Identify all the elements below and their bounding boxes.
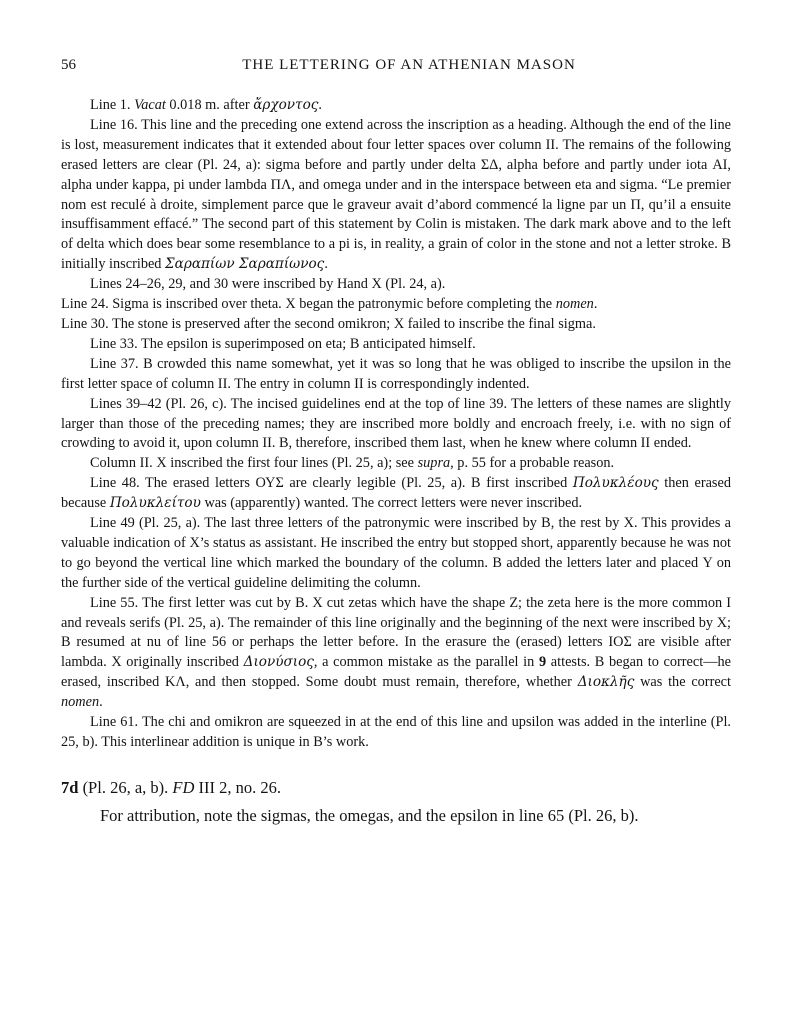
note-text: Column II. X inscribed the first four lines (Pl. 25, a); see [90, 455, 418, 472]
note-text: Line 48. The erased letters ΟΥΣ are clearly legible (Pl. 25, a). B first inscribed [90, 475, 573, 492]
note-text: Line 33. The epsilon is superimposed on eta; B anticipated himself. [90, 335, 476, 352]
note-text: , a common mistake as the parallel in [313, 654, 539, 671]
note-text: was the correct [634, 674, 731, 691]
note-text: . [324, 256, 328, 273]
note-text: attests. B began to correct—he erased, inscribed ΚΛ, and then stopped. Some doubt must remain, therefore, whether [61, 654, 732, 691]
note-paragraph [61, 594, 731, 713]
italic-text: supra [417, 455, 451, 472]
note-text: Lines 39–42 (Pl. 26, c). The incised guidelines end at the top of line 39. The letters of these names are slightly larger than those of the preceding names; they are inscribed more boldly and encroach freely, i.e. with no sign of crowding to avoid it, upon column II. B, therefore, inscribed them last, when he knew where column II ended. [61, 395, 731, 452]
note-paragraph [61, 355, 731, 395]
note-paragraph [61, 295, 731, 315]
note-paragraph [61, 514, 731, 594]
note-paragraph [61, 454, 731, 474]
note-paragraph [61, 96, 731, 116]
bold-reference: 9 [538, 654, 547, 671]
note-text: Line 55. The first letter was cut by B. X cut zetas which have the shape Ζ; the zeta here is the more common Ι and reveals serifs (Pl. 25, a). The remainder of this line originally and the beginning of the next were inscribed by X; B resumed at nu of line 56 or perhaps the letter before. In the erasure the (erased) letters ΙΟΣ are visible after lambda. X originally inscribed [61, 594, 731, 671]
section-source-abbr: FD [172, 778, 195, 797]
note-text: . [318, 97, 322, 113]
note-paragraph [61, 116, 731, 275]
attribution-paragraph: For attribution, note the sigmas, the omegas, and the epsilon in line 65 (Pl. 26, b). [100, 806, 639, 825]
line-notes [61, 96, 731, 753]
note-text: was (apparently) wanted. The correct letters were never inscribed. [200, 495, 583, 512]
section-plate-ref: (Pl. 26, a, b). [78, 778, 173, 797]
italic-text: nomen [555, 296, 594, 313]
note-paragraph [61, 474, 731, 514]
section-heading [61, 778, 731, 798]
note-text: Lines 24–26, 29, and 30 were inscribed by Hand X (Pl. 24, a). [90, 276, 446, 293]
note-text: Line 37. B crowded this name somewhat, yet it was so long that he was obliged to inscribe the upsilon in the first letter space of column II. The entry in column II is correspondingly indented. [61, 355, 731, 392]
note-paragraph [61, 395, 731, 455]
note-text: . [99, 694, 103, 711]
section-source-rest: III 2, no. 26. [194, 778, 281, 797]
note-text: . [593, 296, 598, 313]
note-text: Line 49 (Pl. 25, a). The last three letters of the patronymic were inscribed by B, the rest by X. This provides a valuable indication of X’s status as assistant. He inscribed the entry but stopped short, apparently because he was not to go beyond the vertical line which marked the boundary of the column. B added the letters later and placed Υ on the further side of the vertical guideline delimiting the column. [61, 515, 731, 591]
note-text: Line 30. The stone is preserved after the second omikron; X failed to inscribe the final sigma. [61, 315, 596, 332]
greek-text: Σαραπίων Σαραπίωνος [165, 256, 325, 273]
running-title: THE LETTERING OF AN ATHENIAN MASON [242, 57, 576, 73]
note-paragraph [61, 315, 731, 335]
section-number: 7d [61, 778, 79, 797]
note-text: then erased because [61, 475, 731, 512]
italic-text: nomen [61, 694, 100, 711]
note-text: Line 61. The chi and omikron are squeezed in at the end of this line and upsilon was added in the interline (Pl. 25, b). This interlinear addition is unique in B’s work. [61, 714, 731, 750]
italic-text: Vacat [134, 97, 166, 113]
greek-text: ἄρχοντος [253, 97, 319, 113]
greek-text: Διονύσιος [243, 654, 314, 671]
greek-text: Πολυκλέους [572, 475, 659, 492]
note-text: , p. 55 for a probable reason. [450, 455, 615, 472]
greek-text: Πολυκλείτου [109, 495, 201, 512]
note-paragraph [61, 335, 731, 355]
note-text: Line 16. This line and the preceding one extend across the inscription as a heading. Although the end of the line is lost, measurement indicates that it extended about four letter spaces over column II. The remains of the following erased letters are clear (Pl. 24, a): sigma before and partly under delta ΣΔ, alpha before and partly under iota ΑΙ, alpha under kappa, pi under lambda ΠΛ, and omega under and in the interspace between eta and sigma. “Le premier nom est reculé à droite, simplement parce que le graveur avait d’abord commencé la ligne par un Π, qu’il a ensuite insuffisamment effacé.” The second part of this statement by Colin is mistaken. The dark mark above and to the left of delta which does bear some resemblance to a pi is, in reality, a grain of color in the stone and not a letter stroke. B initially inscribed [61, 116, 731, 273]
page-number: 56 [61, 57, 76, 73]
note-text: Line 24. Sigma is inscribed over theta. X began the patronymic before completing the [61, 296, 556, 313]
note-text: Line 1. [90, 97, 135, 113]
note-text: 0.018 m. after [165, 97, 254, 113]
note-paragraph [61, 275, 731, 295]
note-paragraph [61, 713, 731, 753]
page-header [61, 57, 731, 79]
greek-text: Διοκλῆς [577, 674, 635, 691]
